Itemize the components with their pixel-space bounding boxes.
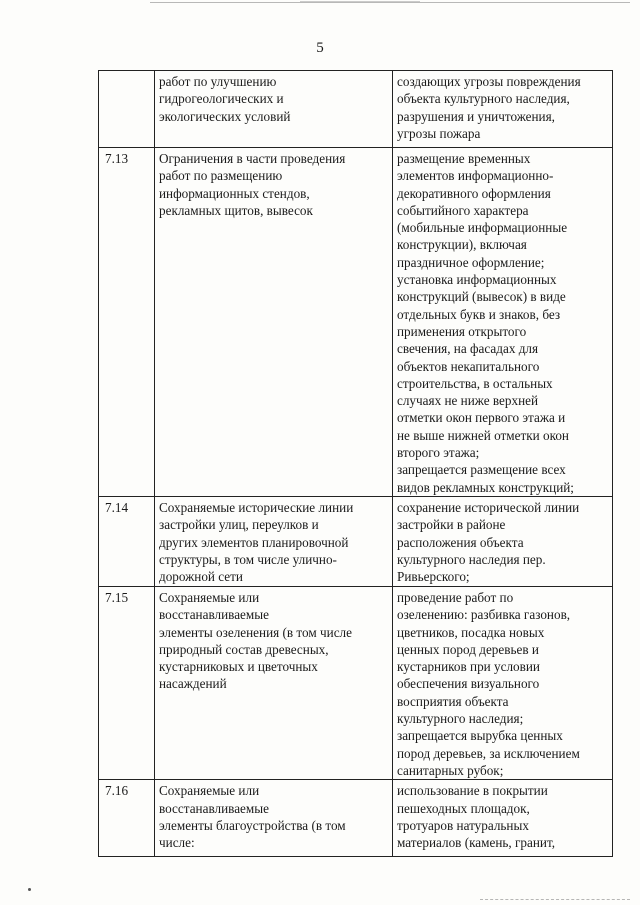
- row-number-cell: [99, 148, 155, 497]
- row-number: 7.15: [105, 589, 129, 605]
- table-row: [99, 148, 613, 497]
- element-name-text: Сохраняемые или восстанавливаемые элементы благоустройства (в том числе:: [159, 783, 346, 851]
- requirement-cell: [393, 780, 613, 857]
- scan-edge-line: [300, 1, 420, 2]
- scan-edge-line: [150, 2, 630, 3]
- element-name-text: работ по улучшению гидрогеологических и экологических условий: [159, 74, 291, 124]
- scan-speck: [28, 888, 31, 891]
- element-name-cell: [155, 586, 393, 779]
- page-number: 5: [316, 40, 324, 56]
- element-name-cell: [155, 148, 393, 497]
- table-row: [99, 71, 613, 148]
- table-row: [99, 780, 613, 857]
- row-number: 7.14: [105, 499, 129, 515]
- requirement-cell: [393, 496, 613, 586]
- row-number-cell: [99, 780, 155, 857]
- requirement-text: проведение работ по озеленению: разбивка газонов, цветников, посадка новых ценных пород деревьев и кустарников при условии обеспечения визуального восприятия объекта культурного наследия; запрещается вырубка ценных пород деревьев, за исключением санитарных рубок;: [397, 589, 580, 778]
- row-number-cell: [99, 496, 155, 586]
- row-number-cell: [99, 586, 155, 779]
- requirement-cell: [393, 586, 613, 779]
- row-number: 7.13: [105, 151, 129, 166]
- element-name-cell: [155, 71, 393, 148]
- element-name-text: Сохраняемые исторические линии застройки улиц, переулков и других элементов планировочной структуры, в том числе улично- дорожной сети: [159, 499, 354, 585]
- row-number-cell: [99, 71, 155, 148]
- element-name-text: Ограничения в части проведения работ по размещению информационных стендов, рекламных щитов, вывесок: [159, 151, 346, 218]
- element-name-text: Сохраняемые или восстанавливаемые элементы озеленения (в том числе природный состав древесных, кустарниковых и цветочных насаждений: [159, 589, 352, 692]
- table-row: [99, 496, 613, 586]
- requirement-cell: [393, 71, 613, 148]
- requirement-cell: [393, 148, 613, 497]
- requirement-text: создающих угрозы повреждения объекта культурного наследия, разрушения и уничтожения, угрозы пожара: [397, 74, 581, 141]
- requirement-text: размещение временных элементов информационно- декоративного оформления событийного характера (мобильные информационные конструкции), включая праздничное оформление; установка информационных конструкций (вывесок) в виде отдельных букв и знаков, без применения открытого свечения, на фасадах для объектов некапитального строительства, в остальных случаях не ниже верхней отметки окон первого этажа и не выше нижней отметки окон второго этажа; запрещается размещение всех видов рекламных конструкций;: [397, 151, 574, 495]
- requirement-text: сохранение исторической линии застройки в районе расположения объекта культурного наследия пер. Ривьерского;: [397, 499, 580, 585]
- row-number: 7.16: [105, 783, 129, 799]
- element-name-cell: [155, 780, 393, 857]
- scan-edge-line: [480, 899, 630, 900]
- element-name-cell: [155, 496, 393, 586]
- requirement-text: использование в покрытии пешеходных площадок, тротуаров натуральных материалов (камень, гранит,: [397, 783, 556, 851]
- requirements-table: [98, 70, 613, 857]
- table-row: [99, 586, 613, 779]
